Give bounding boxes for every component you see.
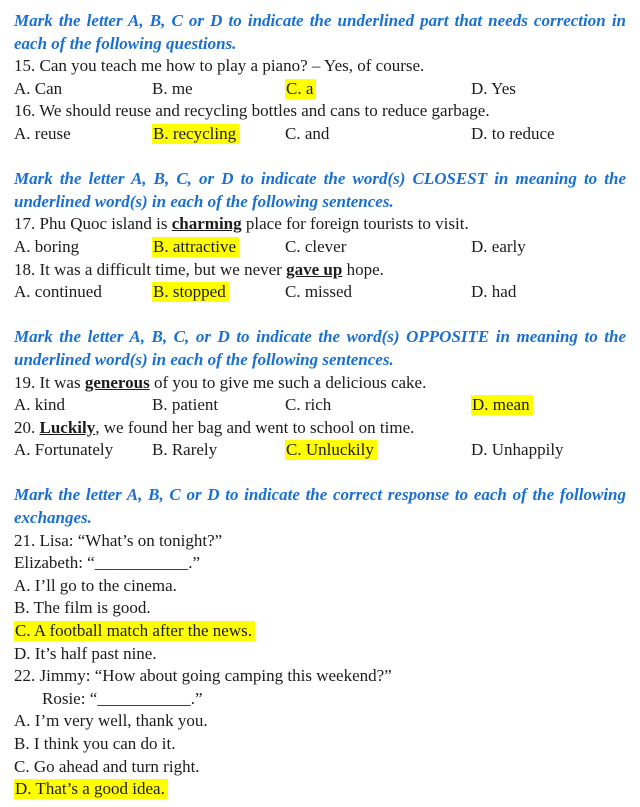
option-16-d xyxy=(471,123,626,146)
option-text: C. rich xyxy=(285,395,332,415)
option-text: C. clever xyxy=(285,236,347,256)
option-17-b xyxy=(152,236,285,259)
option-text: D. had xyxy=(471,282,517,302)
section-opposite-meaning xyxy=(14,326,626,462)
option-text: D. to reduce xyxy=(471,123,555,143)
section-error-correction xyxy=(14,10,626,146)
stem-text: , we found her bag and went to school on time. xyxy=(95,417,415,437)
question-20-stem xyxy=(14,417,626,440)
stem-underlined-word: Luckily xyxy=(39,417,96,437)
question-19-stem xyxy=(14,372,626,395)
option-text-highlighted: D. mean xyxy=(471,395,533,415)
option-18-a xyxy=(14,281,152,304)
option-text: A. Can xyxy=(14,78,63,98)
option-15-c xyxy=(285,78,471,101)
option-text: C. and xyxy=(285,123,330,143)
question-15-options xyxy=(14,78,626,101)
question-18-options xyxy=(14,281,626,304)
instruction-heading: Mark the letter A, B, C, or D to indicate the word(s) OPPOSITE in meaning to the underlined word(s) in each of the following sentences. xyxy=(14,327,626,369)
question-16-stem xyxy=(14,100,626,123)
stem-text: place for foreign tourists to visit. xyxy=(241,214,469,234)
question-16-options xyxy=(14,123,626,146)
option-19-a xyxy=(14,394,152,417)
stem-text: 19. It was xyxy=(14,372,85,392)
question-17-stem xyxy=(14,213,626,236)
option-17-c xyxy=(285,236,471,259)
option-text: A. I’m very well, thank you. xyxy=(14,711,208,731)
option-text: A. continued xyxy=(14,282,102,302)
option-19-d xyxy=(471,394,626,417)
stem-text: 16. We should reuse and recycling bottles and cans to reduce garbage. xyxy=(14,101,490,121)
question-22-stem: 22. Jimmy: “How about going camping this weekend?” xyxy=(14,666,392,686)
stem-text: 18. It was a difficult time, but we never xyxy=(14,259,287,279)
section-correct-response xyxy=(14,484,626,800)
option-text-highlighted: C. a xyxy=(285,79,316,99)
section-closest-meaning xyxy=(14,168,626,304)
option-16-a xyxy=(14,123,152,146)
option-text: B. Rarely xyxy=(152,440,218,460)
option-text: A. reuse xyxy=(14,123,71,143)
stem-text: 20. xyxy=(14,417,40,437)
option-21-d xyxy=(14,643,626,666)
option-22-c xyxy=(14,756,626,779)
option-text: D. It’s half past nine. xyxy=(14,643,157,663)
option-text-highlighted: B. recycling xyxy=(152,124,239,144)
option-22-b xyxy=(14,733,626,756)
stem-underlined-word: charming xyxy=(171,214,242,234)
question-17-options xyxy=(14,236,626,259)
option-22-a xyxy=(14,710,626,733)
option-18-d xyxy=(471,281,626,304)
question-19-options xyxy=(14,394,626,417)
option-text: D. Unhappily xyxy=(471,440,564,460)
stem-underlined-word: gave up xyxy=(286,259,343,279)
option-21-b xyxy=(14,597,626,620)
stem-text: 17. Phu Quoc island is xyxy=(14,214,172,234)
option-text: B. me xyxy=(152,78,193,98)
option-15-b xyxy=(152,78,285,101)
question-20-options xyxy=(14,439,626,462)
option-text: A. kind xyxy=(14,395,65,415)
instruction-heading: Mark the letter A, B, C or D to indicate the correct response to each of the following exchanges. xyxy=(14,485,626,528)
question-22-response-blank: Rosie: “___________.” xyxy=(42,688,203,708)
question-18-stem xyxy=(14,259,626,282)
option-19-b xyxy=(152,394,285,417)
option-text: D. Yes xyxy=(471,78,516,98)
option-20-c xyxy=(285,439,471,462)
instruction-heading: Mark the letter A, B, C, or D to indicate the word(s) CLOSEST in meaning to the underlined word(s) in each of the following sentences. xyxy=(14,169,626,211)
option-18-b xyxy=(152,281,285,304)
option-20-d xyxy=(471,439,626,462)
stem-underlined-word: generous xyxy=(84,372,150,392)
option-text: D. early xyxy=(471,236,526,256)
option-20-b xyxy=(152,439,285,462)
option-22-d xyxy=(14,778,626,801)
option-20-a xyxy=(14,439,152,462)
option-text-highlighted: C. A football match after the news. xyxy=(14,621,255,641)
option-18-c xyxy=(285,281,471,304)
question-21-stem: 21. Lisa: “What’s on tonight?” xyxy=(14,530,223,550)
option-text: B. patient xyxy=(152,395,219,415)
option-text-highlighted: B. stopped xyxy=(152,282,229,302)
option-text: C. missed xyxy=(285,282,353,302)
option-text: A. I’ll go to the cinema. xyxy=(14,575,177,595)
option-21-a xyxy=(14,575,626,598)
option-16-b xyxy=(152,123,285,146)
option-text-highlighted: C. Unluckily xyxy=(285,440,377,460)
stem-text: of you to give me such a delicious cake. xyxy=(149,372,427,392)
option-17-a xyxy=(14,236,152,259)
stem-text: 15. Can you teach me how to play a piano? – Yes, of course. xyxy=(14,56,425,76)
option-17-d xyxy=(471,236,626,259)
option-text: C. Go ahead and turn right. xyxy=(14,756,200,776)
instruction-heading: Mark the letter A, B, C or D to indicate the underlined part that needs correction in each of the following questions. xyxy=(14,11,626,53)
option-15-d xyxy=(471,78,626,101)
option-19-c xyxy=(285,394,471,417)
option-15-a xyxy=(14,78,152,101)
question-15-stem xyxy=(14,55,626,78)
option-16-c xyxy=(285,123,471,146)
option-text: B. The film is good. xyxy=(14,598,151,618)
option-text-highlighted: D. That’s a good idea. xyxy=(14,779,168,799)
stem-text: hope. xyxy=(342,259,384,279)
option-text: B. I think you can do it. xyxy=(14,734,176,753)
option-text: A. Fortunately xyxy=(14,440,114,460)
question-21-response-blank: Elizabeth: “___________.” xyxy=(14,553,201,573)
option-text-highlighted: B. attractive xyxy=(152,237,239,257)
option-text: A. boring xyxy=(14,236,80,256)
option-21-c xyxy=(14,620,626,643)
